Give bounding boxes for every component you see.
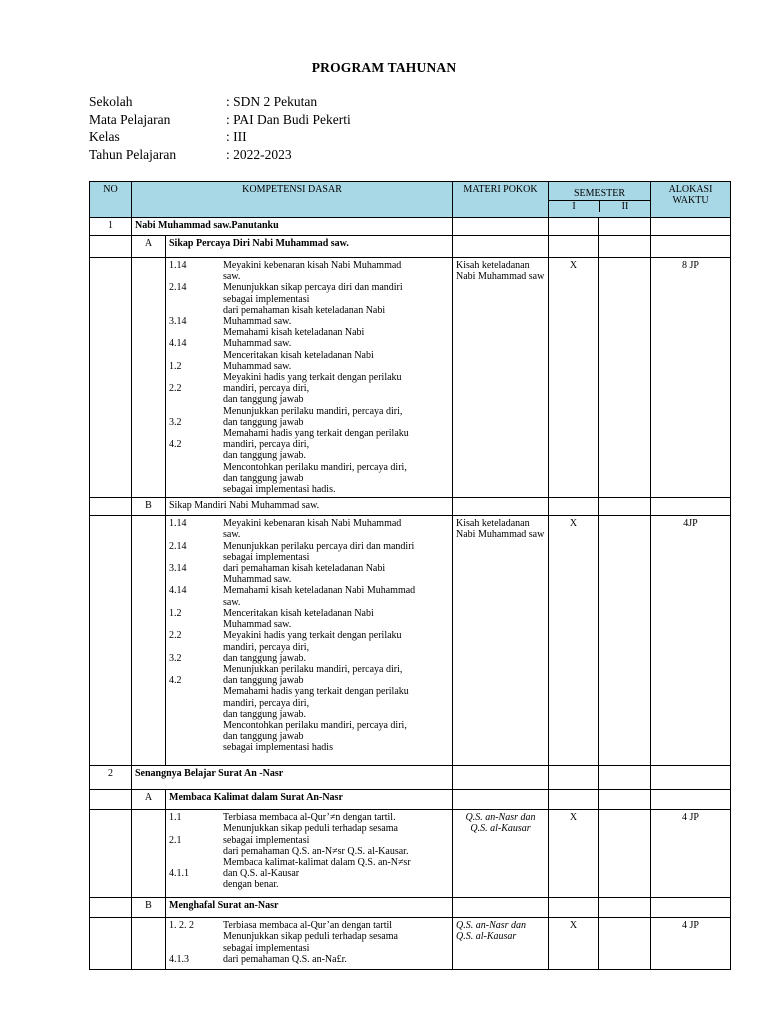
info-label: Sekolah — [89, 94, 133, 109]
alokasi-cell: 4 JP — [651, 918, 731, 970]
table-row — [90, 516, 731, 766]
header-no: NO — [90, 182, 132, 218]
alokasi-cell: 4JP — [651, 516, 731, 766]
sem1-cell: X — [549, 918, 599, 970]
sub-letter: A — [132, 236, 166, 258]
sub-letter: B — [132, 498, 166, 516]
unit-title: Nabi Muhammad saw.Panutanku — [132, 218, 453, 236]
header-sem1: I — [549, 201, 600, 212]
info-value: : SDN 2 Pekutan — [226, 94, 318, 109]
table-header-row — [90, 182, 731, 218]
kd-texts: Terbiasa membaca al-Qur’≠n dengan tartil. Menunjukkan sikap peduli terhadap sesama sebagai implementasi dari pemahaman Q.S. an-N≠sr Q.S. al-Kausar. Membaca kalimat-kalimat dalam Q.S. an-N≠sr dan Q.S. al-Kausar dengan benar. — [223, 812, 411, 891]
info-value: : 2022-2023 — [226, 146, 292, 162]
kd-cell — [166, 516, 453, 766]
header-alokasi: ALOKASI WAKTU — [651, 182, 731, 218]
page-title: PROGRAM TAHUNAN — [311, 60, 457, 75]
header-semester-label: SEMESTER — [549, 182, 650, 201]
alokasi-cell: 4 JP — [651, 810, 731, 898]
table-row — [90, 918, 731, 970]
kd-cell — [166, 918, 453, 970]
kd-cell — [166, 258, 453, 498]
info-row-tahun — [89, 146, 351, 164]
sub-title: Menghafal Surat an-Nasr — [166, 898, 453, 918]
table-row — [90, 218, 731, 236]
materi-cell: Kisah keteladanan Nabi Muhammad saw — [453, 258, 549, 498]
info-label: Tahun Pelajaran — [89, 146, 177, 162]
sem1-cell: X — [549, 810, 599, 898]
table-row — [90, 790, 731, 810]
kd-texts: Terbiasa membaca al-Qur’an dengan tartil Menunjukkan sikap peduli terhadap sesama sebagai implementasi dari pemahaman Q.S. an-Na£r. — [223, 920, 398, 965]
sub-letter: B — [132, 898, 166, 918]
table-row — [90, 766, 731, 790]
materi-cell: Kisah keteladanan Nabi Muhammad saw — [453, 516, 549, 766]
kd-texts: Meyakini kebenaran kisah Nabi Muhammad saw. Menunjukkan sikap percaya diri dan mandiri sebagai implementasi dari pemahaman kisah keteladanan Nabi Muhammad saw. Memahami kisah keteladanan Nabi Muhammad saw. Menceritakan kisah keteladanan Nabi Muhammad saw. Meyakini hadis yang terkait dengan perilaku mandiri, percaya diri, dan tanggung jawab Menunjukkan perilaku mandiri, percaya diri, dan tanggung jawab Memahami hadis yang terkait dengan perilaku mandiri, percaya diri, dan tanggung jawab. Mencontohkan perilaku mandiri, percaya diri, dan tanggung jawab sebagai implementasi hadis. — [223, 260, 409, 496]
unit-title: Senangnya Belajar Surat An -Nasr — [132, 766, 453, 790]
sem1-cell: X — [549, 258, 599, 498]
info-value: : PAI Dan Budi Pekerti — [226, 111, 351, 127]
table-row — [90, 236, 731, 258]
kd-texts: Meyakini kebenaran kisah Nabi Muhammad saw. Menunjukkan perilaku percaya diri dan mandiri sebagai implementasi dari pemahaman kisah keteladanan Nabi Muhammad saw. Memahami kisah keteladanan Nabi Muhammad saw. Menceritakan kisah keteladanan Nabi Muhammad saw. Meyakini hadis yang terkait dengan perilaku mandiri, percaya diri, dan tanggung jawab. Menunjukkan perilaku mandiri, percaya diri, dan tanggung jawab Memahami hadis yang terkait dengan perilaku mandiri, percaya diri, dan tanggung jawab. Mencontohkan perilaku mandiri, percaya diri, dan tanggung jawab sebagai implementasi hadis — [223, 518, 416, 754]
sem2-cell — [599, 258, 651, 498]
sub-letter: A — [132, 790, 166, 810]
sem1-cell: X — [549, 516, 599, 766]
sem2-cell — [599, 810, 651, 898]
info-row-mapel — [89, 111, 351, 129]
header-semester — [549, 182, 651, 218]
materi-cell: Q.S. an-Nasr dan Q.S. al-Kausar — [453, 810, 549, 898]
materi-cell: Q.S. an-Nasr dan Q.S. al-Kausar — [453, 918, 549, 970]
sub-title: Sikap Mandiri Nabi Muhammad saw. — [166, 498, 453, 516]
sub-title: Membaca Kalimat dalam Surat An-Nasr — [166, 790, 453, 810]
header-sem2: II — [621, 201, 629, 213]
sem2-cell — [599, 918, 651, 970]
info-row-sekolah — [89, 93, 351, 111]
info-label: Mata Pelajaran — [89, 111, 171, 127]
sub-title: Sikap Percaya Diri Nabi Muhammad saw. — [166, 236, 453, 258]
info-label: Kelas — [89, 129, 120, 144]
sem2-cell — [599, 516, 651, 766]
program-table — [89, 181, 731, 970]
info-block — [89, 93, 351, 163]
table-row — [90, 258, 731, 498]
kd-codes: 1.1 2.1 4.1.1 — [169, 812, 189, 880]
header-semester-split — [549, 201, 650, 212]
table-row — [90, 810, 731, 898]
info-value: : III — [226, 129, 247, 144]
kd-codes: 1.14 2.14 3.14 4.14 1.2 2.2 3.2 4.2 — [169, 518, 187, 687]
header-materi: MATERI POKOK — [453, 182, 549, 218]
unit-no: 1 — [90, 218, 132, 236]
info-row-kelas — [89, 128, 351, 146]
kd-cell — [166, 810, 453, 898]
header-kd: KOMPETENSI DASAR — [132, 182, 453, 218]
table-row — [90, 498, 731, 516]
alokasi-cell: 8 JP — [651, 258, 731, 498]
unit-no: 2 — [90, 766, 132, 790]
kd-codes: 1.14 2.14 3.14 4.14 1.2 2.2 3.2 4.2 — [169, 260, 187, 451]
table-row — [90, 898, 731, 918]
kd-codes: 1. 2. 2 4.1.3 — [169, 920, 194, 965]
